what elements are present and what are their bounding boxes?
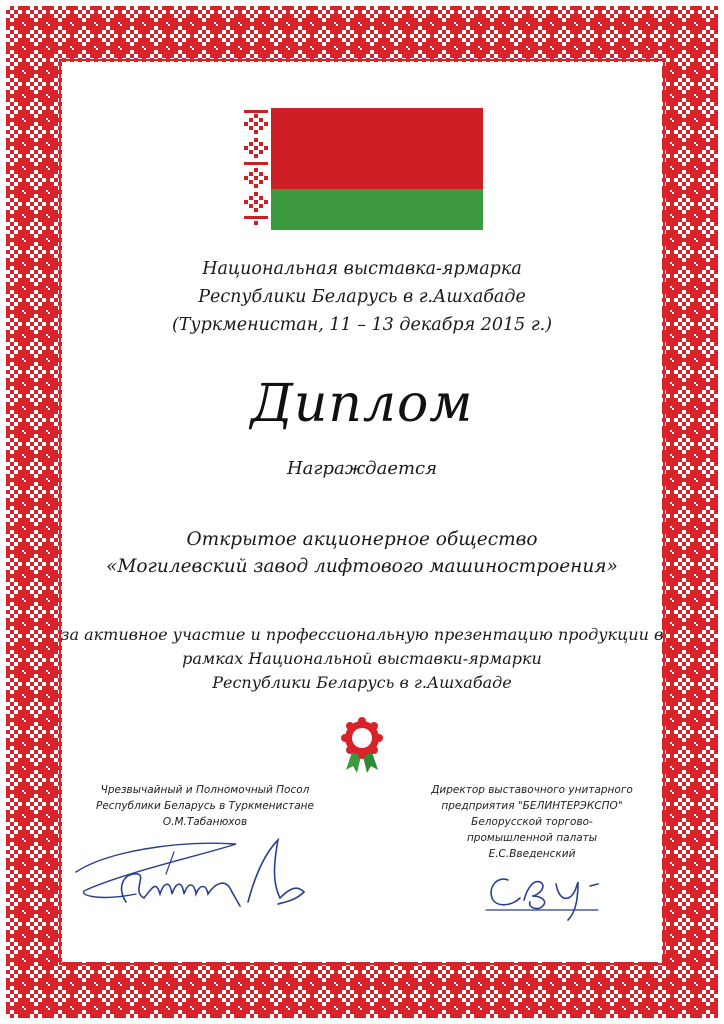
signatory-right-line-1: Директор выставочного унитарного bbox=[431, 784, 633, 796]
rosette-emblem-icon bbox=[340, 716, 384, 776]
signatory-left-line-2: Республики Беларусь в Туркменистане bbox=[95, 800, 315, 812]
header-line-3: (Туркменистан, 11 – 13 декабря 2015 г.) bbox=[171, 315, 553, 335]
belarus-flag-icon bbox=[241, 108, 483, 230]
header-line-1: Национальная выставка-ярмарка bbox=[202, 259, 522, 279]
signatory-right-line-4: промышленной палаты bbox=[466, 832, 598, 844]
signatory-right bbox=[392, 782, 672, 862]
reason-line-2: рамках Национальной выставки-ярмарки bbox=[182, 649, 542, 668]
signatory-right-line-3: Белорусской торгово- bbox=[471, 816, 593, 828]
organization-line-2: «Могилевский завод лифтового машиностроения» bbox=[106, 556, 618, 577]
signatory-left-name: О.М.Табанюхов bbox=[162, 816, 248, 828]
header-line-2: Республики Беларусь в г.Ашхабаде bbox=[198, 287, 526, 307]
signature-right bbox=[478, 862, 628, 922]
awarded-label: Награждается bbox=[286, 458, 438, 479]
diploma-title: Диплом bbox=[250, 374, 474, 434]
signature-left bbox=[66, 832, 326, 922]
reason-line-1: за активное участие и профессиональную презентацию продукции в bbox=[60, 625, 664, 644]
reason-line-3: Республики Беларусь в г.Ашхабаде bbox=[212, 673, 512, 692]
signatory-right-name: Е.С.Введенский bbox=[488, 848, 576, 860]
signatory-left-line-1: Чрезвычайный и Полномочный Посол bbox=[100, 784, 310, 796]
signatory-left bbox=[60, 782, 350, 830]
signatory-right-line-2: предприятия "БЕЛИНТЕРЭКСПО" bbox=[441, 800, 623, 812]
organization-line-1: Открытое акционерное общество bbox=[186, 529, 538, 550]
